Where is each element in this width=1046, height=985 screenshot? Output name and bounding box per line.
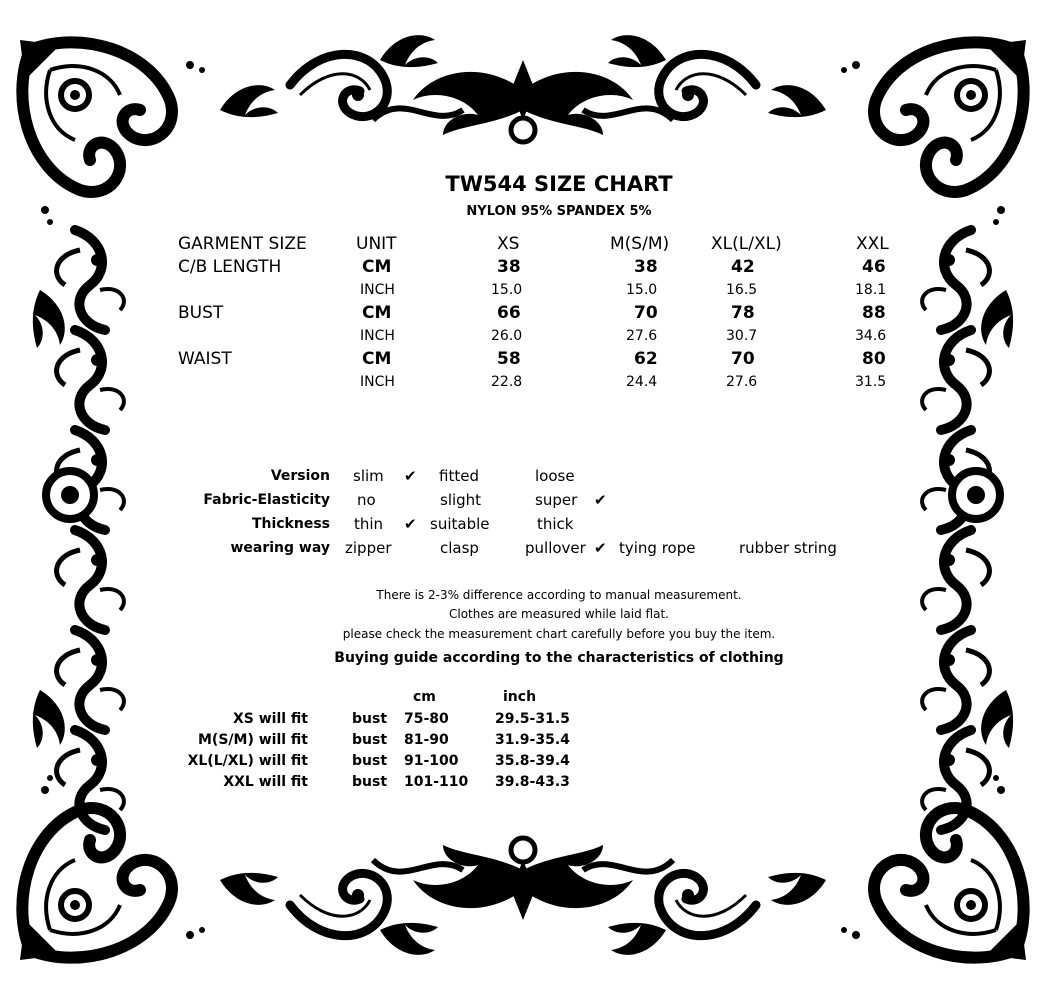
unit-inch: INCH — [360, 374, 395, 390]
check-icon: ✔ — [404, 467, 417, 485]
guide-cm: 101-110 — [404, 774, 469, 790]
unit-cm: CM — [362, 349, 392, 369]
unit-inch: INCH — [360, 328, 395, 344]
page-title: TW544 SIZE CHART — [445, 172, 673, 196]
option-tying-rope: tying rope — [619, 539, 696, 557]
check-icon: ✔ — [594, 491, 607, 509]
fabric-composition: NYLON 95% SPANDEX 5% — [466, 204, 652, 219]
guide-inch: 29.5-31.5 — [495, 711, 570, 727]
option-super: super — [535, 491, 578, 509]
option-suitable: suitable — [430, 515, 490, 533]
option-slim: slim — [353, 467, 384, 485]
cell-cm: 38 — [634, 257, 658, 277]
option-fitted: fitted — [439, 467, 479, 485]
check-icon: ✔ — [594, 539, 607, 557]
guide-part: bust — [352, 753, 388, 769]
cell-inch: 30.7 — [726, 328, 758, 344]
guide-size: XXL will fit — [223, 774, 308, 790]
cell-inch: 27.6 — [626, 328, 658, 344]
unit-inch: INCH — [360, 282, 395, 298]
guide-size: XS will fit — [232, 711, 308, 727]
cell-cm: 58 — [497, 349, 521, 369]
guide-cm: 91-100 — [404, 753, 459, 769]
row-label: WAIST — [178, 349, 232, 369]
guide-inch: 31.9-35.4 — [495, 732, 570, 748]
option-clasp: clasp — [440, 539, 479, 557]
guide-part: bust — [352, 732, 388, 748]
attr-label-wearing-way: wearing way — [230, 540, 330, 556]
attr-label-thickness: Thickness — [251, 516, 330, 532]
cell-inch: 26.0 — [491, 328, 523, 344]
header-garment-size: GARMENT SIZE — [178, 234, 307, 254]
cell-cm: 78 — [731, 303, 755, 323]
note-check-chart: please check the measurement chart carefully before you buy the item. — [342, 627, 776, 641]
cell-cm: 62 — [634, 349, 658, 369]
option-thick: thick — [537, 515, 574, 533]
option-slight: slight — [440, 491, 482, 509]
cell-inch: 16.5 — [726, 282, 758, 298]
header-xs: XS — [497, 234, 520, 254]
header-unit: UNIT — [356, 234, 397, 254]
unit-cm: CM — [362, 303, 392, 323]
guide-inch: 35.8-39.4 — [495, 753, 570, 769]
cell-inch: 31.5 — [855, 374, 887, 390]
row-label: BUST — [178, 303, 224, 323]
note-difference: There is 2-3% difference according to manual measurement. — [376, 588, 742, 602]
cell-inch: 18.1 — [855, 282, 887, 298]
cell-inch: 15.0 — [491, 282, 523, 298]
option-rubber-string: rubber string — [739, 539, 837, 557]
note-laid-flat: Clothes are measured while laid flat. — [449, 607, 669, 621]
option-loose: loose — [535, 467, 575, 485]
guide-size: XL(L/XL) will fit — [187, 753, 308, 769]
header-m: M(S/M) — [610, 234, 670, 254]
cell-cm: 70 — [634, 303, 658, 323]
cell-inch: 15.0 — [626, 282, 658, 298]
option-pullover: pullover — [525, 539, 586, 557]
guide-part: bust — [352, 711, 388, 727]
option-zipper: zipper — [345, 539, 392, 557]
header-xxl: XXL — [856, 234, 889, 254]
cell-cm: 46 — [862, 257, 886, 277]
guide-cm: 75-80 — [404, 711, 449, 727]
cell-cm: 70 — [731, 349, 755, 369]
cell-inch: 24.4 — [626, 374, 658, 390]
header-xl: XL(L/XL) — [711, 234, 782, 254]
cell-inch: 22.8 — [491, 374, 523, 390]
unit-cm: CM — [362, 257, 392, 277]
attr-label-version: Version — [270, 468, 330, 484]
guide-part: bust — [352, 774, 388, 790]
cell-cm: 80 — [862, 349, 886, 369]
cell-cm: 42 — [731, 257, 755, 277]
option-no: no — [357, 491, 376, 509]
guide-cm: 81-90 — [404, 732, 449, 748]
cell-cm: 38 — [497, 257, 521, 277]
cell-inch: 34.6 — [855, 328, 887, 344]
guide-col-inch: inch — [503, 689, 537, 705]
row-label: C/B LENGTH — [178, 257, 282, 277]
attr-label-elasticity: Fabric-Elasticity — [203, 492, 330, 508]
buying-guide-heading: Buying guide according to the characteristics of clothing — [334, 650, 784, 666]
guide-size: M(S/M) will fit — [197, 732, 308, 748]
check-icon: ✔ — [404, 515, 417, 533]
cell-cm: 88 — [862, 303, 886, 323]
cell-inch: 27.6 — [726, 374, 758, 390]
guide-inch: 39.8-43.3 — [495, 774, 570, 790]
option-thin: thin — [354, 515, 384, 533]
guide-col-cm: cm — [413, 689, 436, 705]
cell-cm: 66 — [497, 303, 521, 323]
